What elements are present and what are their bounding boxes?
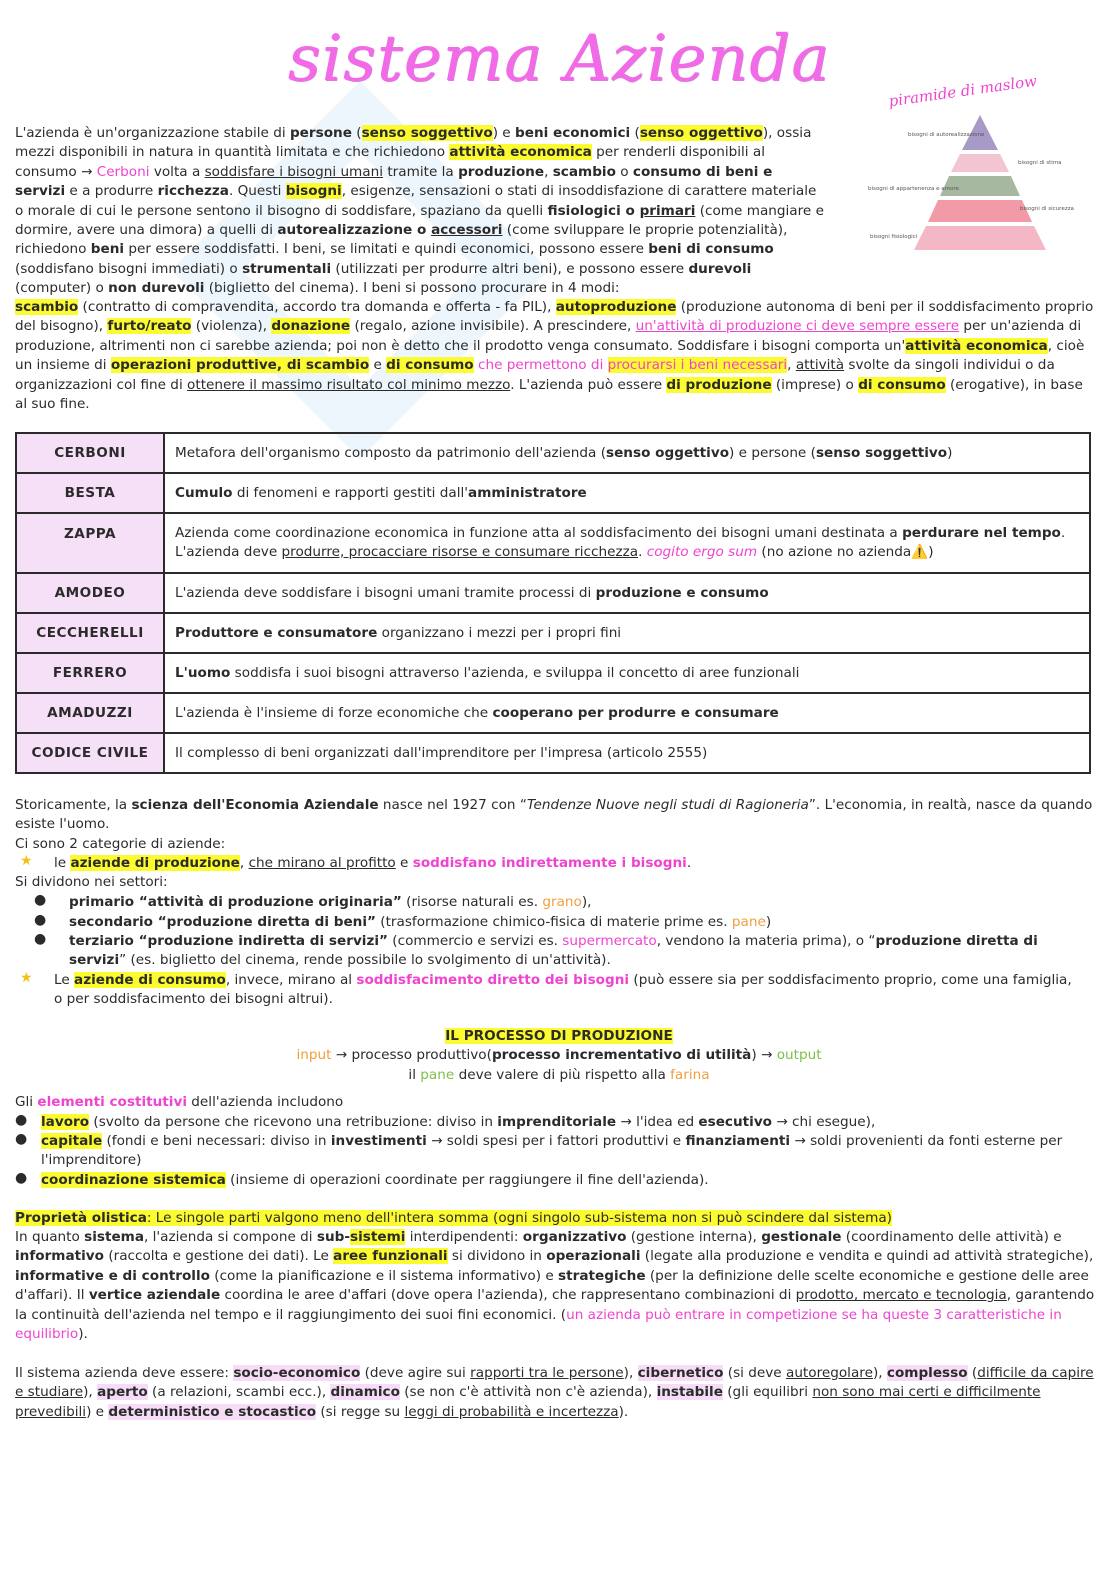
history-paragraph: Storicamente, la scienza dell'Economia Aziendale nasce nel 1927 con “Tendenze Nuove negli studi di Ragioneria”. L'economia, in realtà, nasce da quando esiste l'uomo. [15, 797, 1093, 833]
definition-cell: Produttore e consumatore organizzano i mezzi per i propri fini [164, 613, 1090, 653]
page-title: sistema Azienda [287, 22, 831, 96]
table-row [16, 573, 1090, 613]
bullet-icon: ● [15, 1112, 28, 1128]
table-row [16, 693, 1090, 733]
author-cell: FERRERO [16, 653, 164, 693]
definition-cell: L'uomo soddisfa i suoi bisogni attraverso l'azienda, e sviluppa il concetto di aree funzionali [164, 653, 1090, 693]
table-row [16, 433, 1090, 473]
pyramid-label-1: bisogni di autorealizzazione [908, 132, 985, 138]
olistic-property: Proprietà olistica: Le singole parti valgono meno dell'intera somma (ogni singolo sub-sistema non si può scindere dal sistema) [15, 1210, 892, 1226]
definition-cell: Cumulo di fenomeni e rapporti gestiti dall'amministratore [164, 473, 1090, 513]
pyramid-label-3: bisogni di appartenenza e amore [868, 186, 959, 192]
bullet-icon: ● [34, 912, 47, 928]
author-cell: CODICE CIVILE [16, 733, 164, 773]
table-row [16, 653, 1090, 693]
sector-tertiary: terziario “produzione indiretta di servizi” (commercio e servizi es. supermercato, vendono la materia prima), o “produzione diretta di servizi” (es. biglietto del cinema, rende possibile lo svolgimento di un'attività). [69, 933, 1038, 969]
element-coordinazione: coordinazione sistemica (insieme di operazioni coordinate per raggiungere il fine dell'azienda). [41, 1172, 709, 1188]
table-row [16, 613, 1090, 653]
pyramid-level-2 [951, 154, 1009, 172]
star-icon: ★ [20, 853, 33, 869]
author-cell: CERBONI [16, 433, 164, 473]
sectors-line: Si dividono nei settori: [15, 874, 168, 890]
pyramid-label-2: bisogni di stima [1018, 160, 1062, 166]
sector-secondary: secondario “produzione diretta di beni” (trasformazione chimico-fisica di materie prime es. pane) [69, 914, 772, 930]
system-paragraph: Il sistema azienda deve essere: socio-economico (deve agire sui rapporti tra le persone), cibernetico (si deve autoregolare), complesso (difficile da capire e studiare), aperto (a relazioni, scambi ecc.), dinamico (se non c'è attività non c'è azienda), instabile (gli equilibri non sono mai certi e difficilmente prevedibili) e deterministico e stocastico (si regge su leggi di probabilità e incertezza). [15, 1365, 1094, 1420]
definitions-table [15, 432, 1091, 774]
definition-cell: Metafora dell'organismo composto da patrimonio dell'azienda (senso oggettivo) e persone (senso soggettivo) [164, 433, 1090, 473]
star-icon: ★ [20, 970, 33, 986]
intro-paragraph-1: L'azienda è un'organizzazione stabile di persone (senso soggettivo) e beni economici (senso oggettivo), ossia mezzi disponibili in natura in quantità limitata e che richiedono attività economica per renderli disponibili al consumo → Cerboni volta a soddisfare i bisogni umani tramite la produzione, scambio o consumo di beni e servizi e a produrre ricchezza. Questi bisogni, esigenze, sensazioni o stati di insoddisfazione di carattere materiale o morale di cui le persone sentono il bisogno di soddisfare, spaziano da quelli fisiologici o primari (come mangiare e dormire, avere una dimora) a quelli di autorealizzazione o accessori (come sviluppare le proprie potenzialità), richiedono beni per essere soddisfatti. I beni, se limitati e quindi economici, possono essere beni di consumo (soddisfano bisogni immediati) o strumentali (utilizzati per produrre altri beni), e possono essere durevoli (computer) o non durevoli (biglietto del cinema). I beni si possono procurare in 4 modi: [15, 125, 824, 297]
consumption-companies-item: Le aziende di consumo, invece, mirano al soddisfacimento diretto dei bisogni (può essere sia per soddisfacimento proprio, come una famiglia, o per soddisfacimento dei bisogni altrui). [54, 972, 1072, 1008]
definition-cell: L'azienda è l'insieme di forze economiche che cooperano per produrre e consumare [164, 693, 1090, 733]
definition-cell: Azienda come coordinazione economica in funzione atta al soddisfacimento dei bisogni umani destinata a perdurare nel tempo. L'azienda deve produrre, procacciare risorse e consumare ricchezza. cogito ergo sum (no azione no azienda⚠️) [164, 513, 1090, 573]
author-cell: AMODEO [16, 573, 164, 613]
process-heading: IL PROCESSO DI PRODUZIONE [445, 1028, 673, 1044]
production-companies-item: le aziende di produzione, che mirano al profitto e soddisfano indirettamente i bisogni. [54, 855, 692, 871]
element-lavoro: lavoro (svolto da persone che ricevono una retribuzione: diviso in imprenditoriale → l'idea ed esecutivo → chi esegue), [41, 1114, 876, 1130]
process-flow: input → processo produttivo(processo incrementativo di utilità) → output [296, 1047, 822, 1063]
sector-primary: primario “attività di produzione originaria” (risorse naturali es. grano), [69, 894, 592, 910]
elements-intro: Gli elementi costitutivi dell'azienda includono [15, 1094, 344, 1110]
process-example: il pane deve valere di più rispetto alla farina [408, 1067, 710, 1083]
subsystems-paragraph: In quanto sistema, l'azienda si compone di sub-sistemi interdipendenti: organizzativo (gestione interna), gestionale (coordinamento delle attività) e informativo (raccolta e gestione dei dati). Le aree funzionali si dividono in operazionali (legate alla produzione e vendita e quindi ad attività strategiche), informative e di controllo (come la pianificazione e il sistema informativo) e strategiche (per la definizione delle scelte economiche e gestione delle aree d'affari). Il vertice aziendale coordina le aree d'affari (dove opera l'azienda), che rappresentano combinazioni di prodotto, mercato e tecnologia, garantendo la continuità dell'azienda nel tempo e il raggiungimento dei suoi fini economici. (un azienda può entrare in competizione se ha queste 3 caratteristiche in equilibrio). [15, 1229, 1095, 1343]
table-row [16, 733, 1090, 773]
pyramid-label-5: bisogni fisiologici [870, 234, 918, 240]
author-cell: AMADUZZI [16, 693, 164, 733]
table-row [16, 513, 1090, 573]
pyramid-level-4 [928, 200, 1032, 222]
warning-icon: ⚠️ [911, 544, 929, 560]
author-cell: BESTA [16, 473, 164, 513]
intro-paragraph-2: scambio (contratto di compravendita, accordo tra domanda e offerta - fa PIL), autoproduzione (produzione autonoma di beni per il soddisfacimento proprio del bisogno), furto/reato (violenza), donazione (regalo, azione invisibile). A prescindere, un'attività di produzione ci deve sempre essere per un'azienda di produzione, altrimenti non ci sarebbe azienda; poi non è detto che il prodotto venga consumato. Soddisfare i bisogni comporta un'attività economica, cioè un insieme di operazioni produttive, di scambio e di consumo che permettono di procurarsi i beni necessari, attività svolte da singoli individui o da organizzazioni col fine di ottenere il massimo risultato col minimo mezzo. L'azienda può essere di produzione (imprese) o di consumo (erogative), in base al suo fine. [15, 299, 1094, 413]
element-capitale: capitale (fondi e beni necessari: diviso in investimenti → soldi spesi per i fattori produttivi e finanziamenti → soldi provenienti da fonti esterne per l'imprenditore) [41, 1133, 1063, 1169]
pyramid-label-4: bisogni di sicurezza [1020, 206, 1074, 212]
table-row [16, 473, 1090, 513]
author-cell: ZAPPA [16, 513, 164, 573]
bullet-icon: ● [34, 931, 47, 947]
definition-cell: Il complesso di beni organizzati dall'imprenditore per l'impresa (articolo 2555) [164, 733, 1090, 773]
definition-cell: L'azienda deve soddisfare i bisogni umani tramite processi di produzione e consumo [164, 573, 1090, 613]
pyramid-level-5 [914, 226, 1046, 250]
categories-line: Ci sono 2 categorie di aziende: [15, 836, 226, 852]
author-cell: CECCHERELLI [16, 613, 164, 653]
pyramid-title: piramide di maslow [887, 71, 1039, 111]
bullet-icon: ● [15, 1131, 28, 1147]
bullet-icon: ● [15, 1170, 28, 1186]
bullet-icon: ● [34, 892, 47, 908]
maslow-pyramid [868, 78, 1074, 258]
